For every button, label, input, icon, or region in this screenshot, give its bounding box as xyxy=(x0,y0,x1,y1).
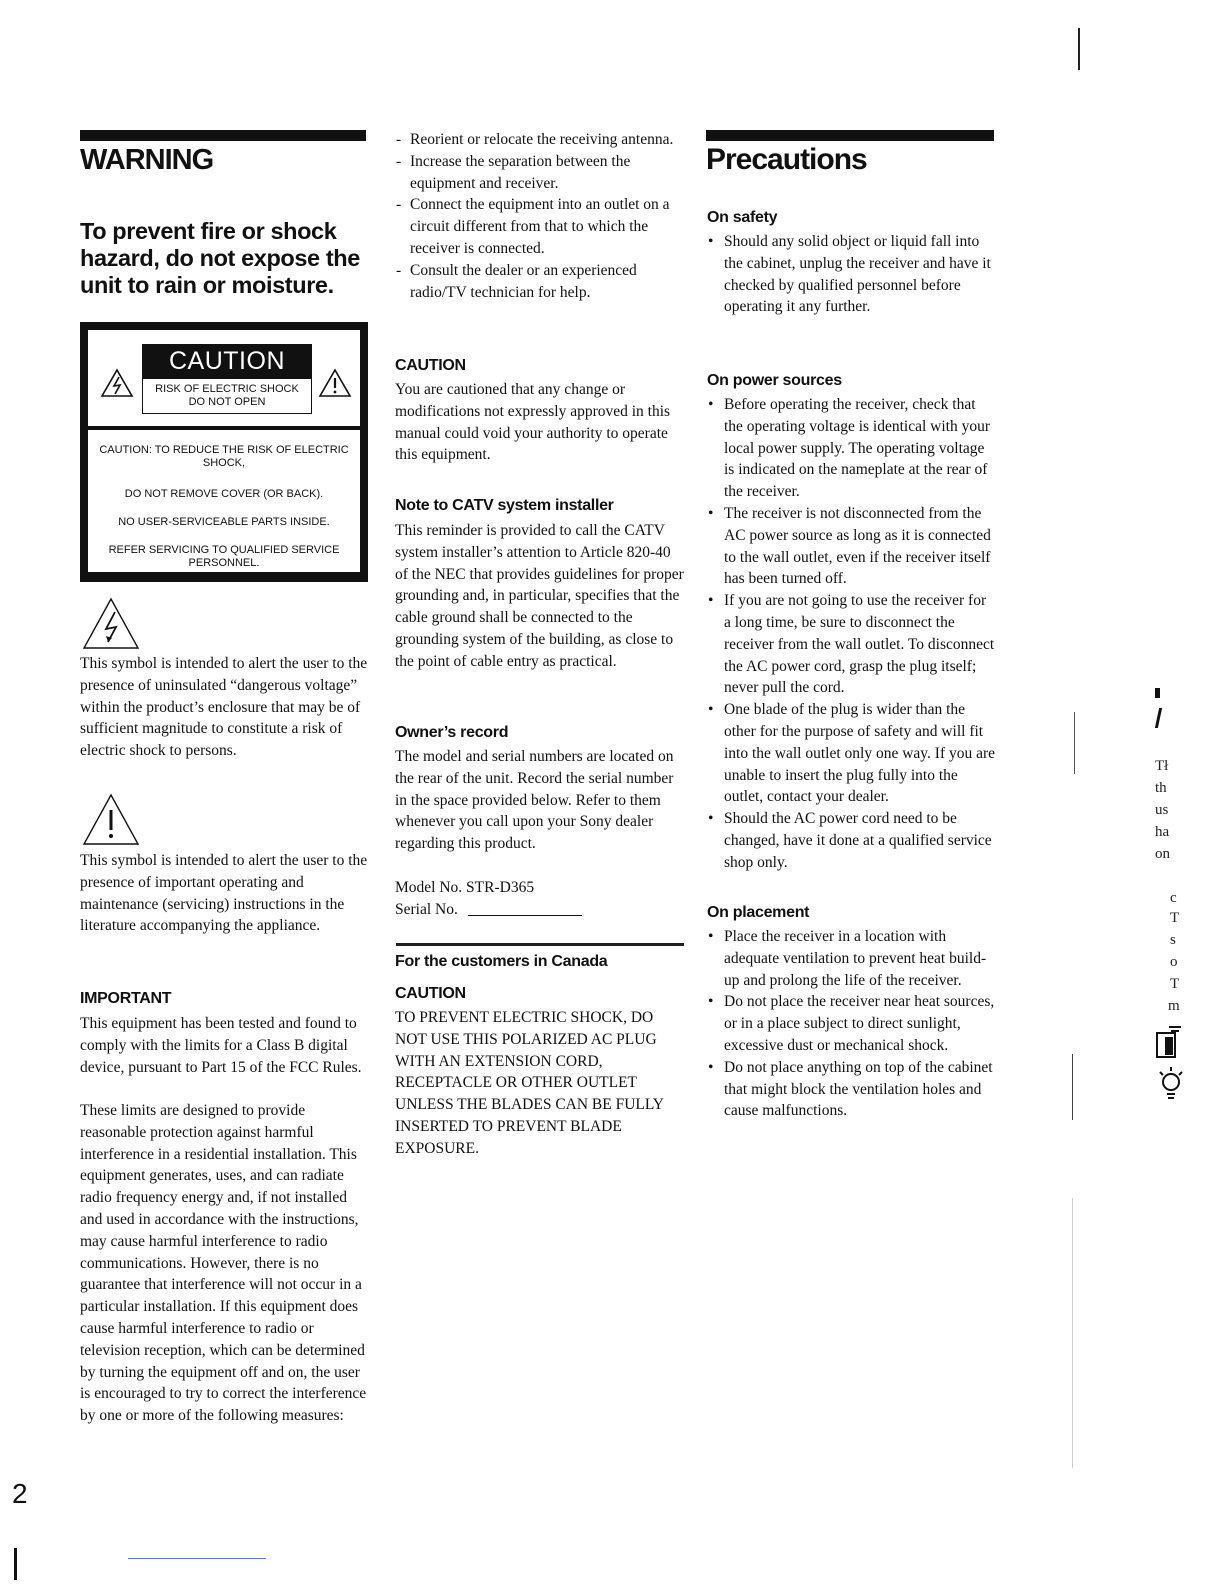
symbol1-description: This symbol is intended to alert the user to the presence of uninsulated “dangerous voltage” within the product’s enclosure that may be of sufficient magnitude to constitute a risk of electric shock to persons. xyxy=(80,655,368,760)
remote-control-icon xyxy=(1155,1025,1185,1059)
caution-label-bottom xyxy=(88,430,360,572)
caution-risk-line2: DO NOT OPEN xyxy=(188,396,266,408)
caution-label-line: DO NOT REMOVE COVER (OR BACK). xyxy=(124,488,324,500)
edge-fragment: s xyxy=(1170,932,1176,948)
lightning-warning-icon xyxy=(100,368,134,398)
edge-mark xyxy=(1155,688,1160,698)
caution-risk-line1: RISK OF ELECTRIC SHOCK xyxy=(155,383,299,395)
edge-fragment: th xyxy=(1155,780,1167,796)
precautions-rule xyxy=(706,130,994,141)
caution-heading: CAUTION xyxy=(395,357,466,374)
power-sources-list xyxy=(706,394,996,874)
edge-fragment: T xyxy=(1170,976,1180,992)
catv-text: This reminder is provided to call the CATV system installer’s attention to Article 820-40 of the NEC that provides guidelines for proper grounding and, in particular, specifies that the cable ground shall be connected to the grounding system of the building, as close to the point of cable entry as practical. xyxy=(395,522,684,670)
important-heading: IMPORTANT xyxy=(80,990,172,1007)
canada-caution-text: TO PREVENT ELECTRIC SHOCK, DO NOT USE THIS POLARIZED AC PLUG WITH AN EXTENSION CORD, RECEPTACLE OR OTHER OUTLET UNLESS THE BLADES CAN BE FULLY INSERTED TO PREVENT BLADE EXPOSURE. xyxy=(395,1009,664,1157)
power-sources-heading: On power sources xyxy=(707,372,842,389)
exclamation-warning-icon xyxy=(80,792,142,848)
safety-list xyxy=(706,231,996,318)
list-item: - Increase the separation between the equipment and receiver. xyxy=(394,151,684,195)
model-number: Model No. STR-D365 xyxy=(395,879,535,896)
list-item: • The receiver is not disconnected from the AC power source as long as it is connected to the wall outlet, even if the receiver itself has been turned off. xyxy=(706,503,996,590)
edge-fragment: o xyxy=(1170,954,1178,970)
crop-mark xyxy=(14,1548,17,1580)
caution-label-line: NO USER-SERVICEABLE PARTS INSIDE. xyxy=(118,516,330,528)
interference-measures-list xyxy=(394,129,684,303)
list-item: • Do not place anything on top of the cabinet that might block the ventilation holes and cause malfunctions. xyxy=(706,1057,996,1122)
list-item: • If you are not going to use the receiver for a long time, be sure to disconnect the receiver from the wall outlet. To disconnect the AC power cord, grasp the plug itself; never pull the cord. xyxy=(706,590,996,699)
caution-label xyxy=(80,322,368,582)
catv-heading: Note to CATV system installer xyxy=(395,497,614,514)
edge-fragment: c xyxy=(1170,890,1177,906)
important-paragraph-2: These limits are designed to provide reasonable protection against harmful interference in a residential installation. This equipment generates, uses, and can radiate radio frequency energy and, if not installed and used in accordance with the instructions, may cause harmful interference to radio communications. However, there is no guarantee that interference will not occur in a particular installation. If this equipment does cause harmful interference to radio or television reception, which can be determined by turning the equipment off and on, the user is encouraged to try to correct the interference by one or more of the following measures: xyxy=(80,1102,367,1425)
edge-fragment: m xyxy=(1168,998,1180,1014)
caution-text: You are cautioned that any change or modifications not expressly approved in this manual could void your authority to operate this equipment. xyxy=(395,381,671,464)
page-number: 2 xyxy=(12,1478,28,1509)
list-item: • One blade of the plug is wider than the other for the purpose of safety and will fit into the wall outlet only one way. If you are unable to insert the plug fully into the outlet, contact your dealer. xyxy=(706,699,996,808)
lightning-warning-icon xyxy=(80,596,142,652)
caution-risk-box xyxy=(142,378,312,414)
serial-number-blank xyxy=(468,915,582,916)
list-item: - Reorient or relocate the receiving antenna. xyxy=(394,129,684,151)
list-item: • Place the receiver in a location with adequate ventilation to prevent heat build-up and prolong the life of the receiver. xyxy=(706,926,996,991)
list-item: - Consult the dealer or an experienced radio/TV technician for help. xyxy=(394,260,684,304)
edge-line xyxy=(1078,28,1080,70)
canada-heading: For the customers in Canada xyxy=(395,953,608,970)
safety-heading: On safety xyxy=(707,209,778,226)
warning-rule xyxy=(80,130,366,141)
edge-fragment: ha xyxy=(1155,824,1170,840)
list-item: • Do not place the receiver near heat sources, or in a place subject to direct sunlight, excessive dust or mechanical shock. xyxy=(706,991,996,1056)
symbol2-description: This symbol is intended to alert the user to the presence of important operating and maintenance (servicing) instructions in the literature accompanying the appliance. xyxy=(80,852,368,935)
exclamation-warning-icon xyxy=(318,368,352,398)
edge-line xyxy=(1074,712,1075,774)
placement-list xyxy=(706,926,996,1122)
edge-mark xyxy=(1155,708,1162,728)
prevent-hazard-title: To prevent fire or shock hazard, do not expose the unit to rain or moisture. xyxy=(80,218,360,298)
edge-fragment: T xyxy=(1170,910,1180,926)
owners-record-text: The model and serial numbers are located on the rear of the unit. Record the serial number in the space provided below. Refer to them whenever you call upon your Sony dealer regarding this product. xyxy=(395,748,674,853)
serial-number-label: Serial No. xyxy=(395,901,458,918)
placement-heading: On placement xyxy=(707,904,810,921)
list-item: • Should any solid object or liquid fall into the cabinet, unplug the receiver and have it checked by qualified personnel before operating it any further. xyxy=(706,231,996,318)
light-bulb-icon xyxy=(1157,1066,1187,1100)
list-item: • Should the AC power cord need to be changed, have it done at a qualified service shop only. xyxy=(706,808,996,873)
canada-caution-heading: CAUTION xyxy=(395,985,466,1002)
precautions-title: Precautions xyxy=(706,143,867,176)
canada-divider xyxy=(396,943,684,946)
edge-line xyxy=(1072,1198,1073,1468)
owners-record-heading: Owner’s record xyxy=(395,724,509,741)
bottom-rule xyxy=(128,1558,266,1559)
edge-fragment: on xyxy=(1155,846,1170,862)
list-item: - Connect the equipment into an outlet on a circuit different from that to which the receiver is connected. xyxy=(394,194,684,259)
caution-label-line: REFER SERVICING TO QUALIFIED SERVICE PERSONNEL. xyxy=(108,544,340,569)
caution-label-line: CAUTION: TO REDUCE THE RISK OF ELECTRIC SHOCK, xyxy=(99,444,349,469)
important-paragraph-1: This equipment has been tested and found to comply with the limits for a Class B digital device, pursuant to Part 15 of the FCC Rules. xyxy=(80,1015,362,1076)
caution-label-title: CAUTION xyxy=(142,344,312,378)
list-item: • Before operating the receiver, check that the operating voltage is identical with your local power supply. The operating voltage is indicated on the nameplate at the rear of the receiver. xyxy=(706,394,996,503)
caution-label-top xyxy=(88,330,360,426)
edge-fragment: us xyxy=(1155,802,1169,818)
edge-fragment: Tł xyxy=(1155,758,1169,774)
edge-line xyxy=(1072,1054,1073,1120)
warning-title: WARNING xyxy=(80,144,214,176)
